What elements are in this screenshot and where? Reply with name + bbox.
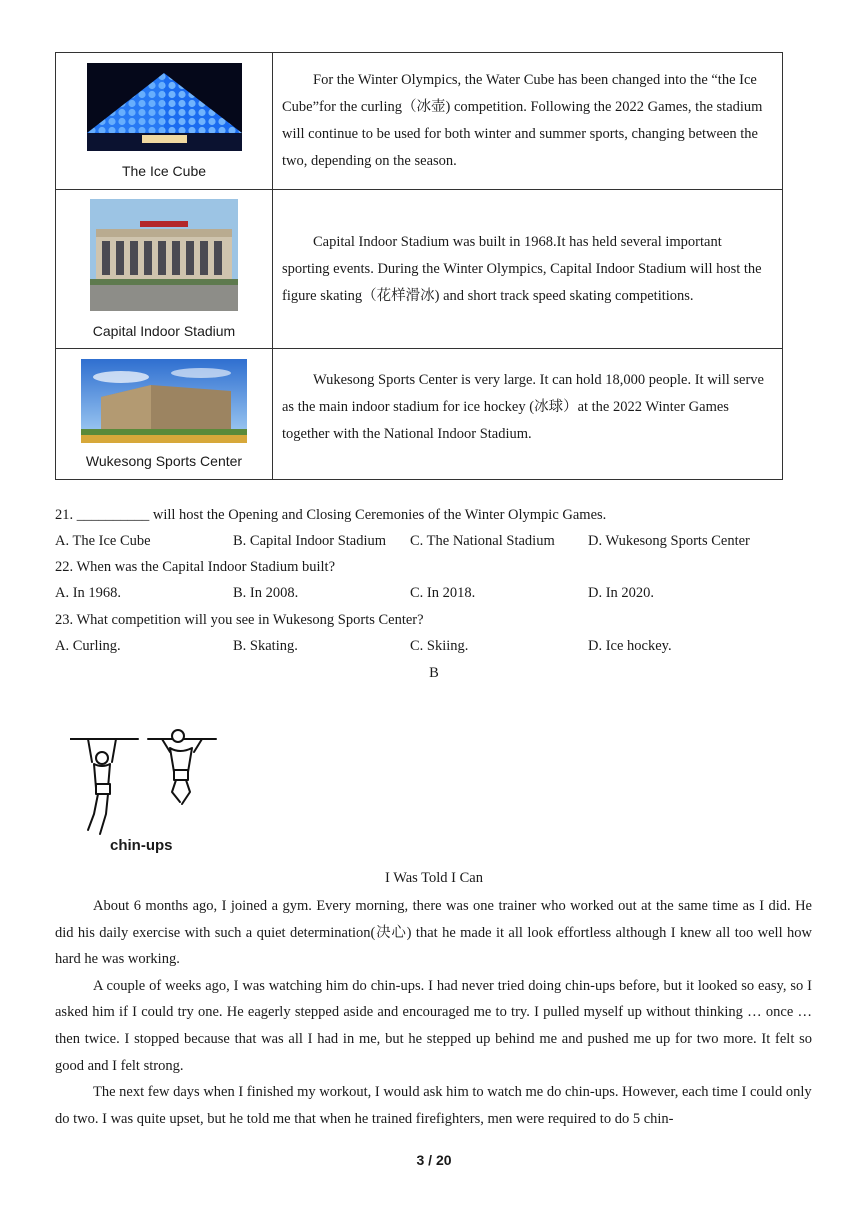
venue-description-cell — [273, 53, 783, 190]
question-23-option-a[interactable]: A. Curling. — [55, 638, 121, 654]
story-paragraph: The next few days when I finished my workout, I would ask him to watch me do chin-ups. However, each time I could only do two. I was quite upset, but he told me that when he trained firefighters, men were required to do 5 chin- — [55, 1084, 812, 1127]
wukesong-center-photo — [81, 359, 247, 443]
section-label: B — [429, 665, 439, 681]
question-22-option-b[interactable]: B. In 2008. — [233, 585, 299, 601]
venue-description: Capital Indoor Stadium was built in 1968.It has held several important sporting events. During the Winter Olympics, Capital Indoor Stadium will host the figure skating（花样滑冰) and short track speed skating competitions. — [282, 233, 762, 304]
question-22-stem: 22. When was the Capital Indoor Stadium built? — [55, 559, 336, 575]
venue-photo-cell — [56, 53, 273, 190]
venue-row-wukesong — [56, 349, 783, 480]
question-21-option-a[interactable]: A. The Ice Cube — [55, 533, 151, 549]
question-21-stem: 21. __________ will host the Opening and Closing Ceremonies of the Winter Olympic Games. — [55, 507, 607, 523]
venue-photo-cell — [56, 349, 273, 480]
venue-row-ice-cube — [56, 53, 783, 190]
venue-table — [55, 52, 783, 480]
venue-photo-cell — [56, 190, 273, 349]
venue-description-cell — [273, 190, 783, 349]
venue-caption: Capital Indoor Stadium — [92, 323, 236, 339]
venue-description-cell — [273, 349, 783, 480]
chin-ups-illustration — [70, 722, 220, 857]
question-23-option-c[interactable]: C. Skiing. — [410, 638, 469, 654]
question-21-option-b[interactable]: B. Capital Indoor Stadium — [233, 533, 387, 549]
venue-caption: The Ice Cube — [121, 163, 207, 179]
question-23-option-b[interactable]: B. Skating. — [233, 638, 298, 654]
question-22-option-c[interactable]: C. In 2018. — [410, 585, 476, 601]
question-23-stem: 23. What competition will you see in Wukesong Sports Center? — [55, 612, 424, 628]
venue-description: For the Winter Olympics, the Water Cube has been changed into the “the Ice Cube”for the curling（冰壶) competition. Following the 2022 Games, the stadium will continue to be used for both winter and summer sports, changing between the two, depending on the season. — [282, 72, 763, 169]
question-22-option-d[interactable]: D. In 2020. — [588, 585, 655, 601]
chin-ups-label: chin-ups — [110, 837, 173, 854]
venue-caption: Wukesong Sports Center — [85, 453, 243, 469]
story-title: I Was Told I Can — [385, 870, 483, 886]
story-paragraph: A couple of weeks ago, I was watching him do chin-ups. I had never tried doing chin-ups before, but it looked so easy, so I asked him if I could try one. He eagerly stepped aside and encouraged me to try. I pulled myself up without thinking … once … then twice. I stopped because that was all I had in me, but he stepped up behind me and pushed me up for two more. It felt so good and I felt strong. — [55, 977, 812, 1074]
story-body — [55, 893, 812, 1132]
ice-cube-photo — [87, 63, 242, 151]
chin-ups-drawing-icon — [70, 722, 220, 837]
question-21-option-c[interactable]: C. The National Stadium — [410, 533, 555, 549]
capital-stadium-photo — [90, 199, 238, 311]
story-paragraph: About 6 months ago, I joined a gym. Every morning, there was one trainer who worked out at the same time as I did. He did his daily exercise with such a quiet determination(决心) that he made it all look effortless although I knew all too well how hard he was working. — [55, 898, 812, 968]
question-23-option-d[interactable]: D. Ice hockey. — [588, 638, 672, 654]
page-number: 3 / 20 — [416, 1152, 452, 1168]
question-22-option-a[interactable]: A. In 1968. — [55, 585, 122, 601]
venue-row-capital — [56, 190, 783, 349]
question-21-option-d[interactable]: D. Wukesong Sports Center — [588, 533, 750, 549]
venue-description: Wukesong Sports Center is very large. It can hold 18,000 people. It will serve as the main indoor stadium for ice hockey (冰球）at the 2022 Winter Games together with the National Indoor Stadium. — [282, 371, 764, 442]
